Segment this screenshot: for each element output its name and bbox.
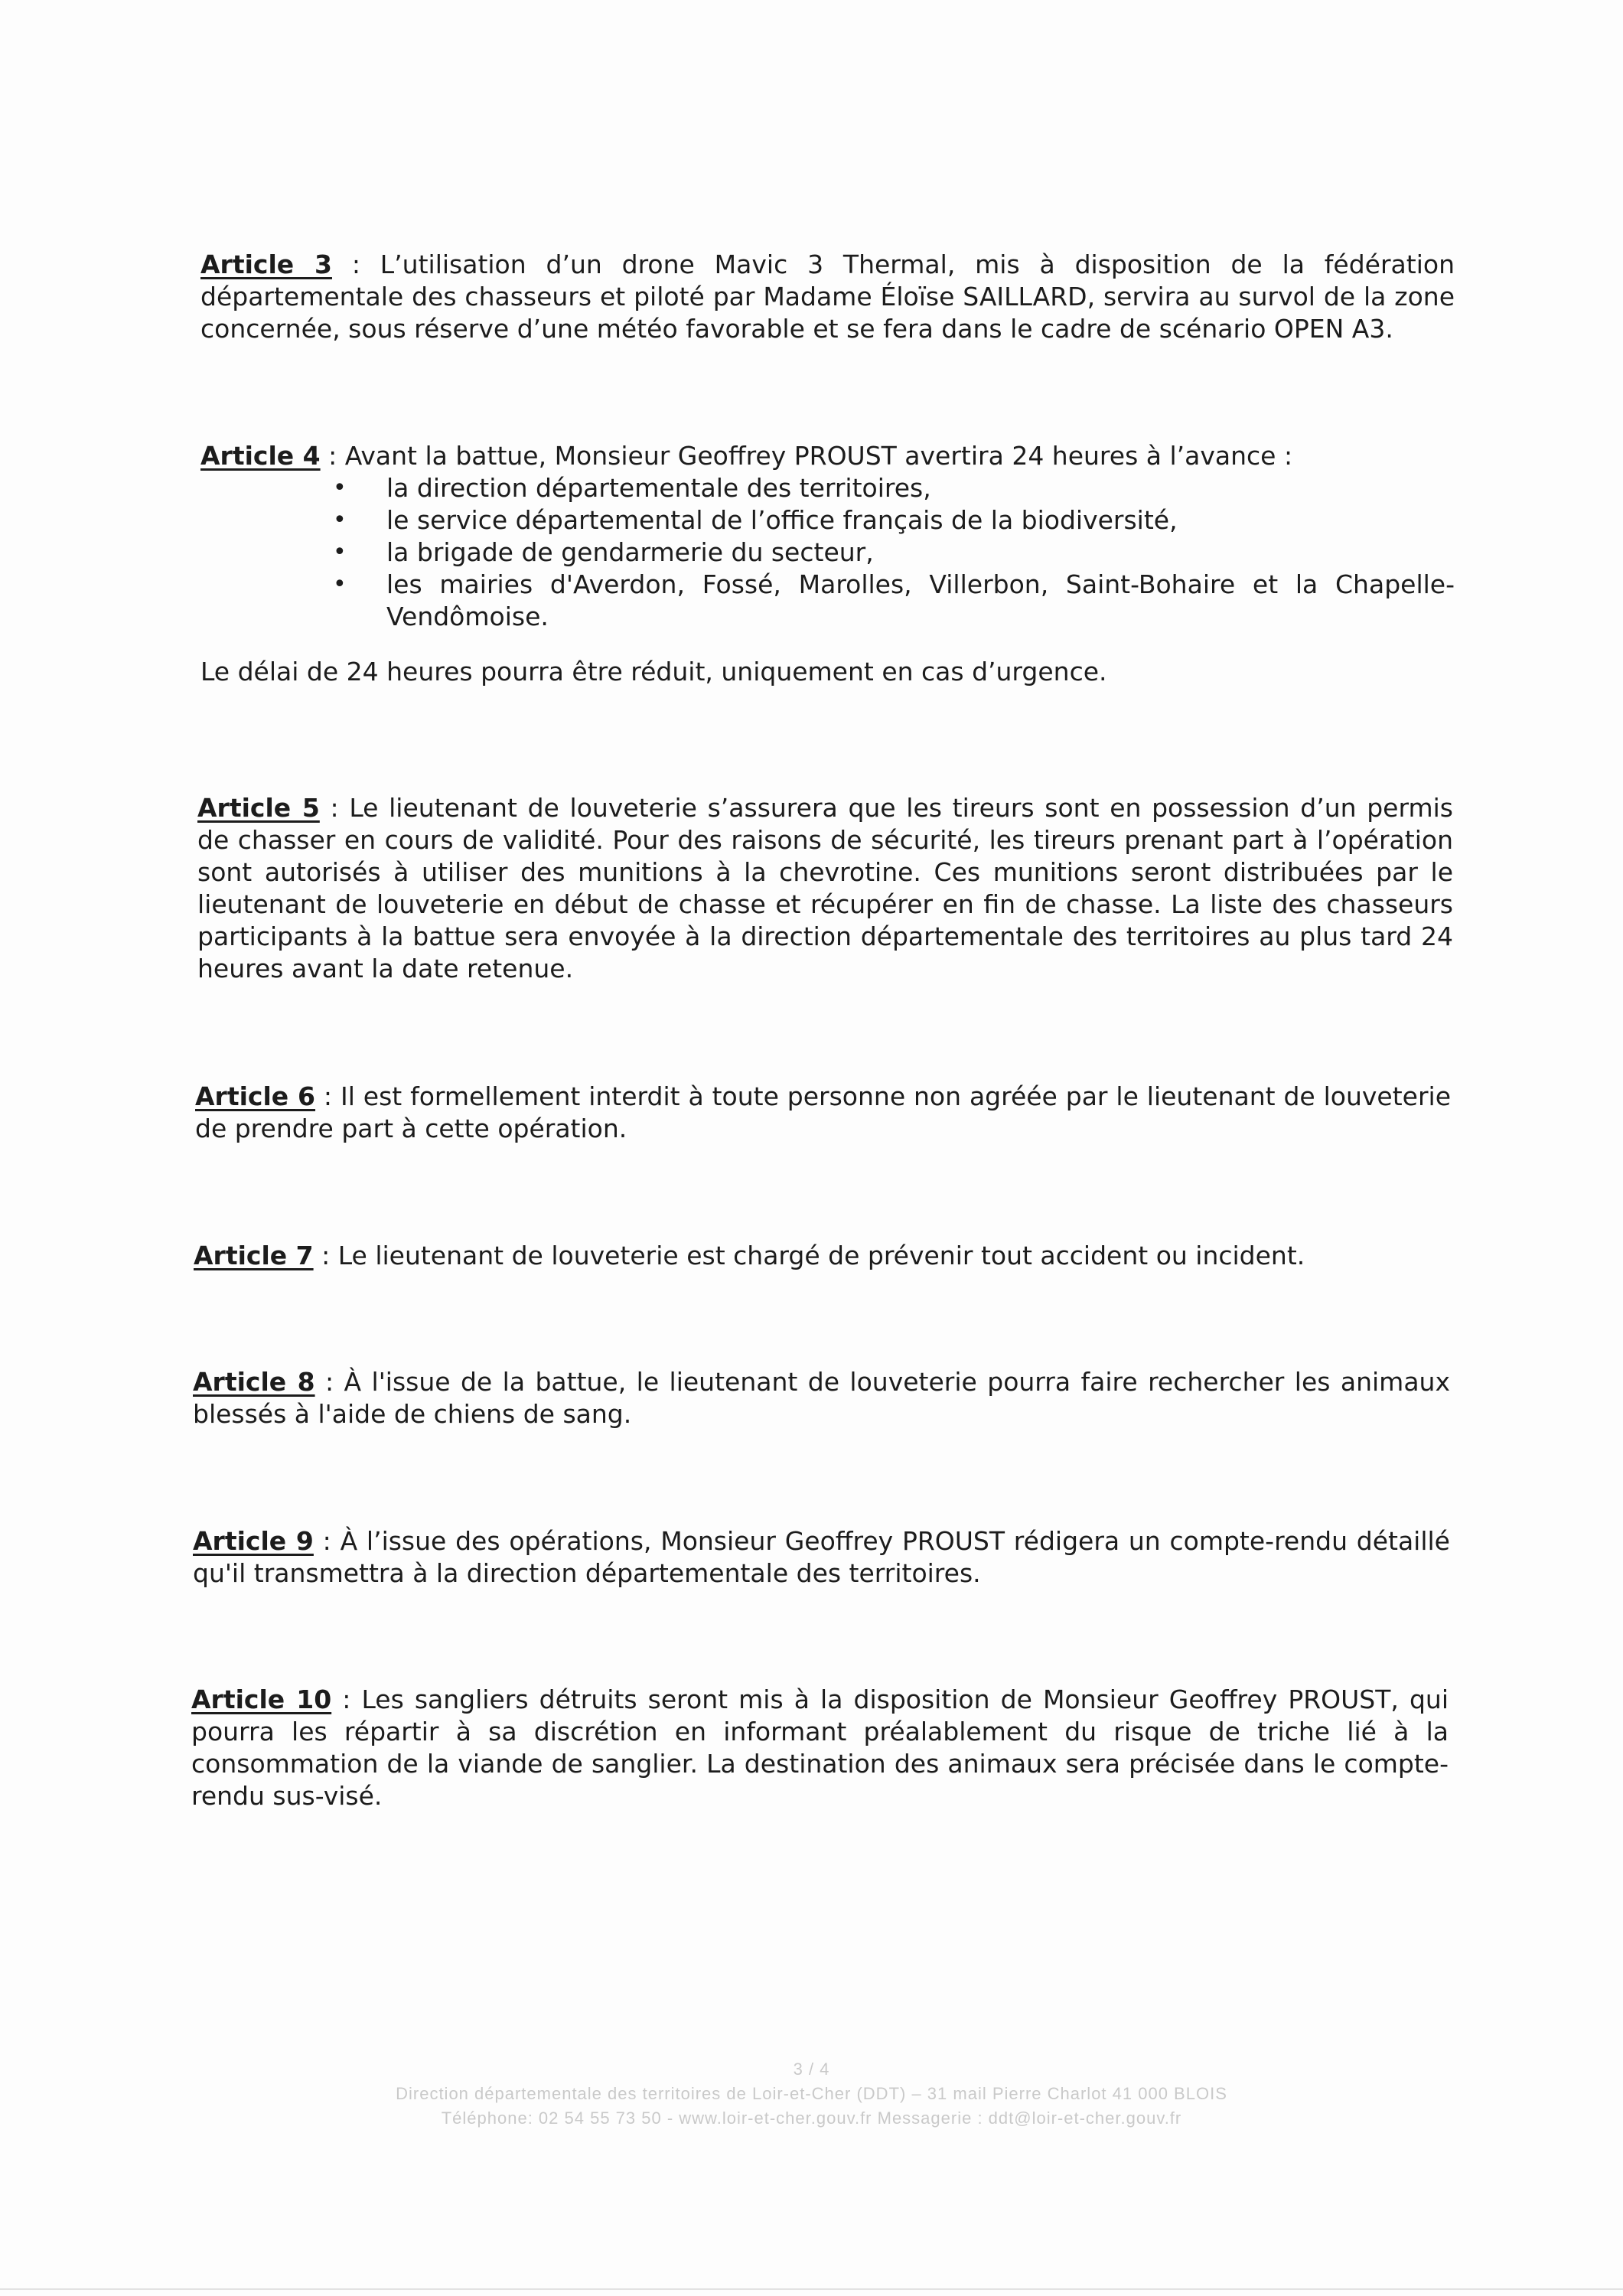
article-3-sep: : [331, 249, 380, 279]
article-3-text: L’utilisation d’un drone Mavic 3 Thermal, mis à disposition de la fédération départementale des chasseurs et piloté par Madame Éloïse SAILLARD, servira au survol de la zone concernée, sous réserve d’une météo favorable et se fera dans le cadre de scénario OPEN A3. [200, 249, 1455, 344]
bottom-scan-edge [0, 2288, 1623, 2290]
article-5-label: Article 5 [197, 793, 320, 823]
article-4-text: Avant la battue, Monsieur Geoffrey PROUST avertira 24 heures à l’avance : [344, 441, 1293, 471]
article-4-sep: : [320, 441, 345, 471]
article-7-sep: : [313, 1241, 338, 1270]
article-9-sep: : [313, 1526, 341, 1556]
list-item: • la direction départementale des territoires, [333, 472, 1455, 504]
page-number: 3 / 4 [793, 2060, 830, 2079]
article-6-text: Il est formellement interdit à toute personne non agréée par le lieutenant de louveterie de prendre part à cette opération. [195, 1081, 1452, 1143]
article-10 [0, 1684, 1623, 1812]
article-4-recipient-list [0, 472, 1455, 633]
article-5-text: Le lieutenant de louveterie s’assurera que les tireurs sont en possession d’un permis de chasser en cours de validité. Pour des raisons de sécurité, les tireurs prenant part à l’opération sont autorisés à utiliser des munitions à la chevrotine. Ces munitions seront distribuées par le lieutenant de louveterie en début de chasse et récupérer en fin de chasse. La liste des chasseurs participants à la battue sera envoyée à la direction départementale des territoires au plus tard 24 heures avant la date retenue. [197, 793, 1453, 983]
footer-contact: Téléphone: 02 54 55 73 50 - www.loir-et-cher.gouv.fr Messagerie : ddt@loir-et-cher.gouv.fr [441, 2108, 1182, 2128]
article-6-label: Article 6 [195, 1081, 316, 1111]
article-3 [0, 249, 1623, 345]
list-item: • la brigade de gendarmerie du secteur, [333, 536, 1455, 569]
article-5 [0, 792, 1623, 985]
article-8 [0, 1366, 1623, 1430]
article-8-text: À l'issue de la battue, le lieutenant de louveterie pourra faire rechercher les animaux blessés à l'aide de chiens de sang. [193, 1367, 1450, 1429]
article-8-sep: : [314, 1367, 344, 1397]
article-10-label: Article 10 [191, 1684, 332, 1714]
article-5-sep: : [319, 793, 350, 823]
article-9-label: Article 9 [193, 1526, 314, 1556]
footer-address: Direction départementale des territoires de Loir-et-Cher (DDT) – 31 mail Pierre Charlot 41 000 BLOIS [396, 2084, 1227, 2103]
article-10-text: Les sangliers détruits seront mis à la disposition de Monsieur Geoffrey PROUST, qui pourra les répartir à sa discrétion en informant préalablement du risque de triche lié à la consommation de la viande de sanglier. La destination des animaux sera précisée dans le compte-rendu sus-visé. [191, 1684, 1449, 1811]
article-7-label: Article 7 [194, 1241, 314, 1270]
article-4-label: Article 4 [200, 441, 321, 471]
article-3-label: Article 3 [200, 249, 332, 279]
list-item: • les mairies d'Averdon, Fossé, Marolles, Villerbon, Saint-Bohaire et la Chapelle-Vendômoise. [333, 569, 1455, 633]
article-8-label: Article 8 [193, 1367, 315, 1397]
article-9 [0, 1525, 1623, 1590]
article-9-text: À l’issue des opérations, Monsieur Geoffrey PROUST rédigera un compte-rendu détaillé qu'il transmettra à la direction départementale des territoires. [193, 1526, 1450, 1588]
list-item: • le service départemental de l’office français de la biodiversité, [333, 504, 1455, 536]
article-7-text: Le lieutenant de louveterie est chargé de prévenir tout accident ou incident. [337, 1241, 1305, 1270]
article-4-delay-note: Le délai de 24 heures pourra être réduit, uniquement en cas d’urgence. [200, 657, 1107, 687]
article-6 [0, 1081, 1623, 1145]
article-6-sep: : [315, 1081, 341, 1111]
article-10-sep: : [331, 1684, 362, 1714]
article-4 [0, 440, 1623, 688]
article-7 [0, 1240, 1623, 1272]
